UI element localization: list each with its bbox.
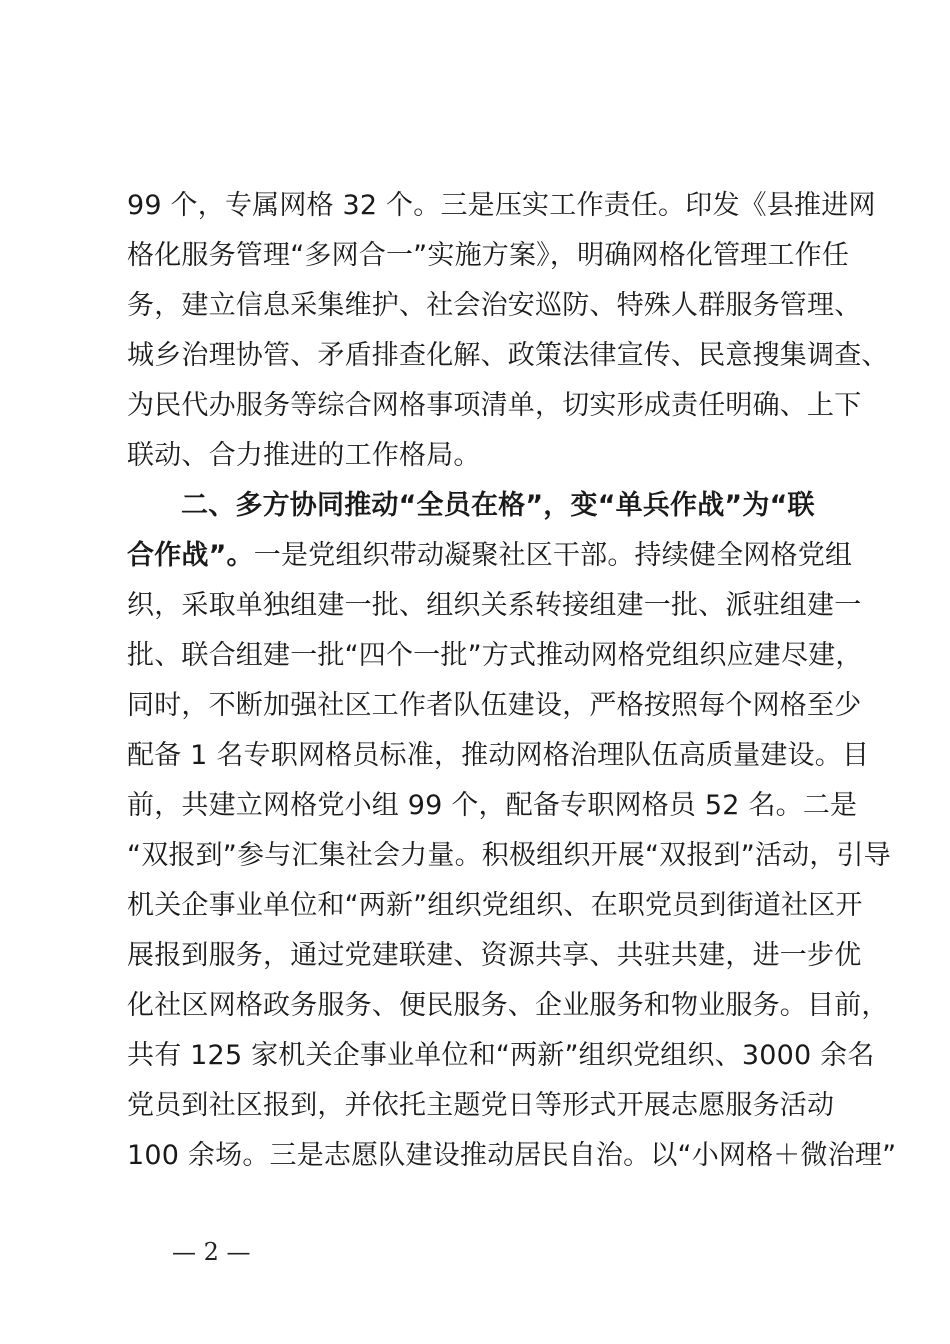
paragraph-line: 配备 1 名专职网格员标准，推动网格治理队伍高质量建设。目 — [127, 740, 870, 771]
paragraph-line: 格化服务管理“多网合一”实施方案》，明确网格化管理工作任 — [127, 240, 850, 271]
paragraph-line: 展报到服务，通过党建联建、资源共享、共驻共建，进一步优 — [127, 940, 862, 971]
paragraph-line: 织，采取单独组建一批、组织关系转接组建一批、派驻组建一 — [127, 590, 862, 621]
paragraph-line: 同时，不断加强社区工作者队伍建设，严格按照每个网格至少 — [127, 690, 862, 721]
paragraph-line: “双报到”参与汇集社会力量。积极组织开展“双报到”活动，引导 — [127, 840, 891, 871]
paragraph-line: 党员到社区报到，并依托主题党日等形式开展志愿服务活动 — [127, 1090, 835, 1121]
paragraph-line: 前，共建立网格党小组 99 个，配备专职网格员 52 名。二是 — [127, 790, 858, 821]
paragraph-line: 联动、合力推进的工作格局。 — [127, 440, 481, 471]
page-number: — 2 — — [172, 1238, 251, 1266]
paragraph-line: 务，建立信息采集维护、社会治安巡防、特殊人群服务管理、 — [127, 290, 862, 321]
paragraph-line: 批、联合组建一批“四个一批”方式推动网格党组织应建尽建， — [127, 640, 863, 671]
section-heading-end: 合作战”。 — [127, 540, 254, 571]
paragraph-line: 城乡治理协管、矛盾排查化解、政策法律宣传、民意搜集调查、 — [127, 340, 889, 371]
section-heading: 二、多方协同推动“全员在格”，变“单兵作战”为“联 — [181, 490, 815, 521]
paragraph-line: 化社区网格政务服务、便民服务、企业服务和物业服务。目前， — [127, 990, 889, 1021]
paragraph-line: 99 个，专属网格 32 个。三是压实工作责任。印发《县推进网 — [127, 190, 876, 221]
paragraph-line: 机关企事业单位和“两新”组织党组织、在职党员到街道社区开 — [127, 890, 863, 921]
paragraph-line — [127, 531, 853, 581]
paragraph-text: 一是党组织带动凝聚社区干部。持续健全网格党组 — [253, 540, 853, 571]
paragraph-line: 100 余场。三是志愿队建设推动居民自治。以“小网格＋微治理” — [127, 1140, 897, 1171]
paragraph-line: 共有 125 家机关企事业单位和“两新”组织党组织、3000 余名 — [127, 1040, 875, 1071]
paragraph-line: 为民代办服务等综合网格事项清单，切实形成责任明确、上下 — [127, 390, 862, 421]
